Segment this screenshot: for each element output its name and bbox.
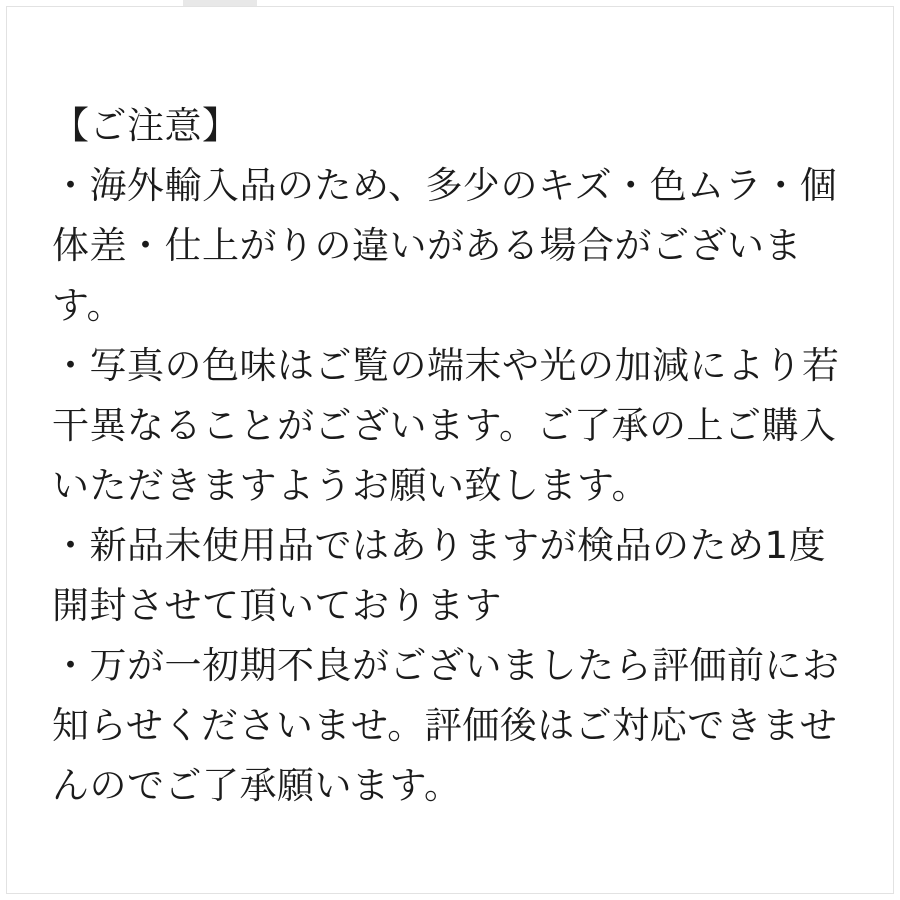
notice-paragraph-3: ・新品未使用品ではありますが検品のため1度開封させて頂いております	[52, 524, 827, 627]
notice-paragraph-1: ・海外輸入品のため、多少のキズ・色ムラ・個体差・仕上がりの違いがある場合がございます。	[52, 164, 838, 327]
notice-heading: 【ご注意】	[52, 104, 240, 147]
notice-paragraph-2: ・写真の色味はご覧の端末や光の加減により若干異なることがございます。ご了承の上ご購入いただきますようお願い致します。	[52, 344, 840, 507]
notice-content	[52, 96, 860, 880]
notice-paragraph-4: ・万が一初期不良がございましたら評価前にお知らせくださいませ。評価後はご対応できませんのでご了承願います。	[52, 644, 840, 807]
